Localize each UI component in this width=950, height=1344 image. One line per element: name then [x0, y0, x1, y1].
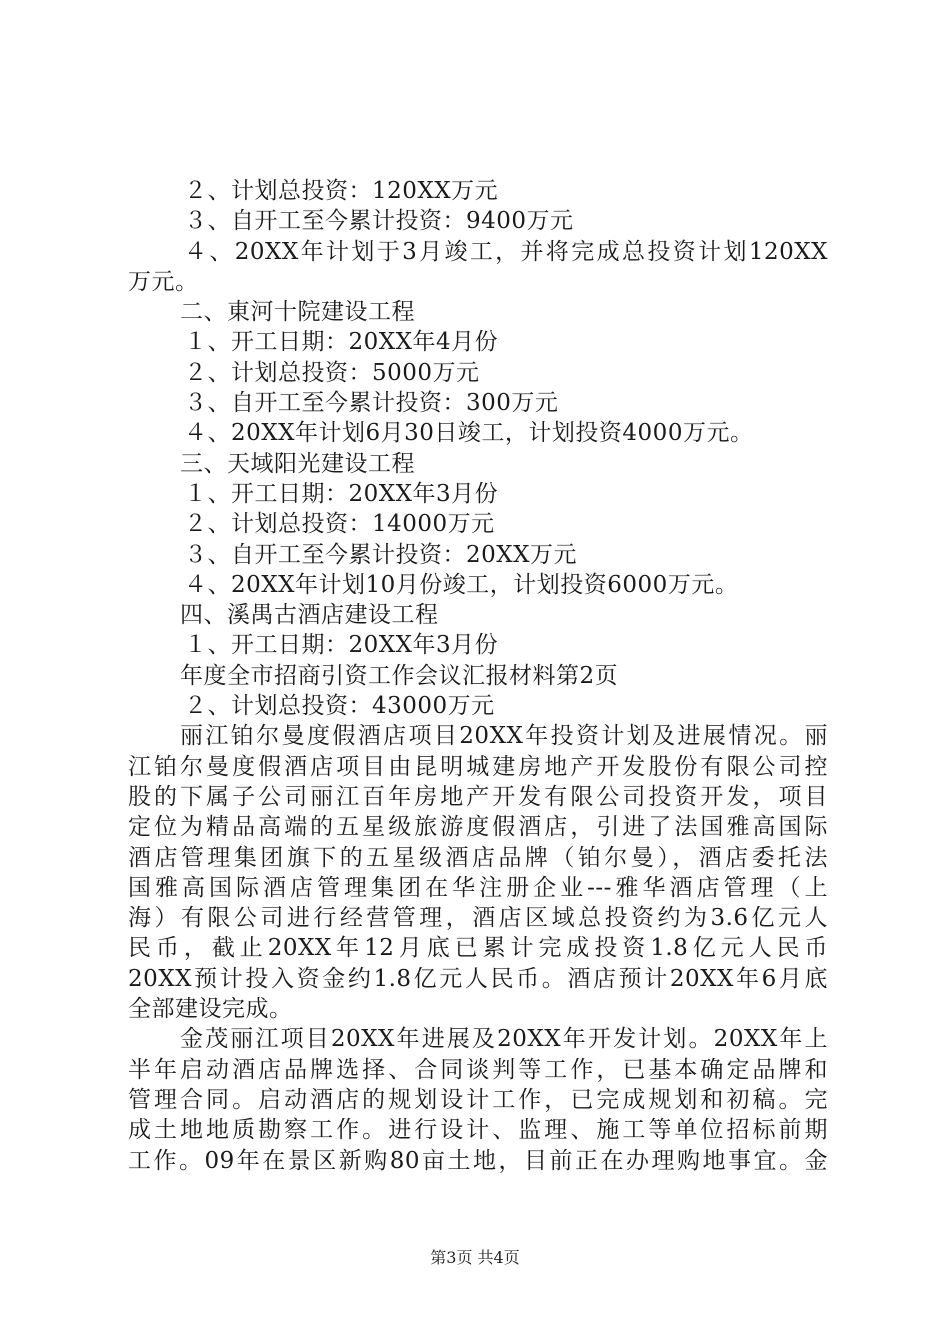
text-line: ２、计划总投资：120XX万元 [184, 178, 499, 204]
text-line: ２、计划总投资：5000万元 [184, 359, 480, 386]
text-line: ４、20XX年计划于3月竣工，并将完成总投资计划120XX [184, 238, 828, 265]
text-line: １、开工日期：20XX年4月份 [184, 329, 499, 356]
text-line: ３、自开工至今累计投资：9400万元 [184, 208, 574, 235]
text-line: ４、20XX年计划6月30日竣工，计划投资4000万元。 [184, 420, 754, 447]
text-line: ３、自开工至今累计投资：20XX万元 [184, 541, 578, 568]
paragraph-line: 酒店管理集团旗下的五星级酒店品牌（铂尔曼），酒店委托法 [128, 844, 828, 871]
text-line: 年度全市招商引资工作会议汇报材料第2页 [180, 662, 619, 689]
page-footer: 第3页 共4页 [430, 1248, 520, 1267]
paragraph-line: 国雅高国际酒店管理集团在华注册企业---雅华酒店管理（上 [128, 874, 828, 901]
paragraph-line: 定位为精品高端的五星级旅游度假酒店，引进了法国雅高国际 [128, 814, 828, 841]
text-line: １、开工日期：20XX年3月份 [184, 480, 499, 507]
text-line: 万元。 [128, 268, 199, 295]
paragraph-line: 股的下属子公司丽江百年房地产开发有限公司投资开发，项目 [128, 783, 828, 810]
paragraph-line: 民币，截止20XX年12月底已累计完成投资1.8亿元人民币 [128, 935, 828, 962]
paragraph-line: 成土地地质勘察工作。进行设计、监理、施工等单位招标前期 [128, 1117, 828, 1144]
section-heading: 四、溪禺古酒店建设工程 [180, 602, 439, 629]
paragraph-line: 江铂尔曼度假酒店项目由昆明城建房地产开发股份有限公司控 [128, 753, 828, 780]
text-line: ２、计划总投资：14000万元 [184, 511, 495, 538]
text-line: １、开工日期：20XX年3月份 [184, 632, 499, 659]
paragraph-line: 金茂丽江项目20XX年进展及20XX年开发计划。20XX年上 [180, 1026, 828, 1053]
paragraph-line: 工作。09年在景区新购80亩土地，目前正在办理购地事宜。金 [128, 1147, 828, 1174]
paragraph-line: 管理合同。启动酒店的规划设计工作，已完成规划和初稿。完 [128, 1086, 828, 1113]
paragraph-line: 半年启动酒店品牌选择、合同谈判等工作，已基本确定品牌和 [128, 1056, 828, 1083]
paragraph-pullman [128, 721, 828, 1024]
paragraph-line: 全部建设完成。 [128, 996, 293, 1023]
section-heading: 三、天域阳光建设工程 [180, 450, 415, 477]
text-line: ２、计划总投资：43000万元 [184, 693, 495, 720]
paragraph-line: 20XX预计投入资金约1.8亿元人民币。酒店预计20XX年6月底 [128, 965, 828, 992]
paragraph-line: 丽江铂尔曼度假酒店项目20XX年投资计划及进展情况。丽 [180, 723, 828, 750]
text-line: ４、20XX年计划10月份竣工，计划投资6000万元。 [184, 571, 739, 598]
document-body [128, 176, 828, 1176]
section-heading: 二、東河十院建设工程 [180, 299, 415, 326]
text-line: ３、自开工至今累计投资：300万元 [184, 390, 559, 417]
paragraph-line: 海）有限公司进行经营管理，酒店区域总投资约为3.6亿元人 [128, 905, 828, 932]
paragraph-jinmao [128, 1024, 828, 1175]
